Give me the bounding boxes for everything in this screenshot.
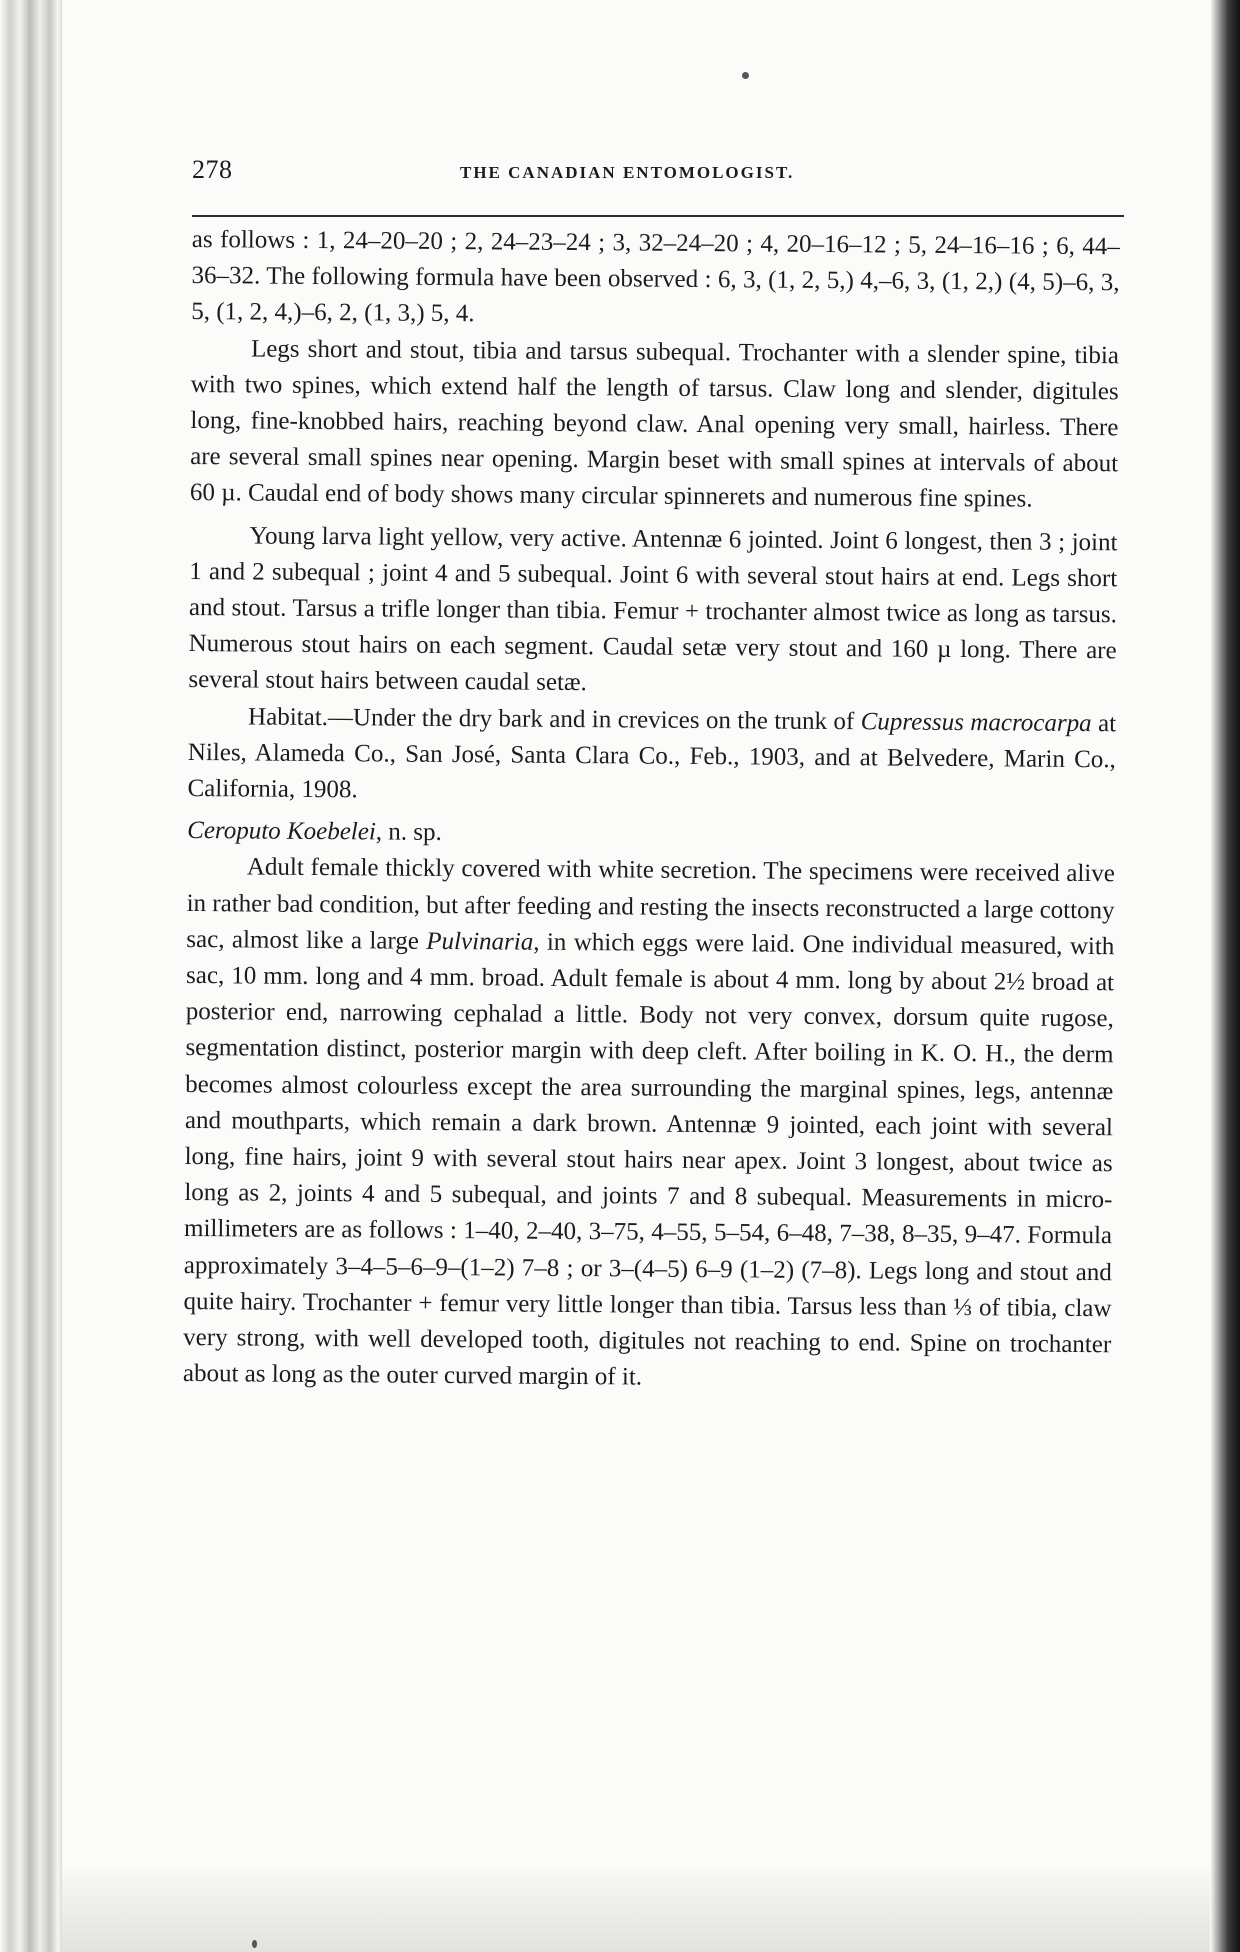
- species-name: Ceroputo Koebelei: [187, 817, 376, 846]
- book-binding-edge: [0, 0, 62, 1952]
- header-rule: [192, 215, 1124, 217]
- paragraph-legs: Legs short and stout, tibia and tarsus subequal. Trochanter with a slender spine, tibia with two spines, which extend half the length of tarsus. Claw long and slender, digitules long, fine-knobbed hairs, reaching beyond claw. Anal opening very small, hairless. There are several small spines near opening. Margin beset with small spines at intervals of about 60 µ. Caudal end of body shows many circular spinnerets and numerous fine spines.: [189, 335, 1120, 514]
- page-number: 278: [192, 155, 233, 184]
- habitat-localities: at Niles, Alameda Co., San José, Santa Clara Co., Feb., 1903, and at Belvedere, Marin Co., California, 1908.: [187, 709, 1117, 804]
- description-text-continued: , in which eggs were laid. One individual measured, with sac, 10 mm. long and 4 mm. broad. Adult female is about 4 mm. long by about 2½ broad at posterior end, narrowing cephalad a little. Body not very convex, dorsum quite rugose, segmentation distinct, posterior margin with deep cleft. After boiling in K. O. H., the derm becomes almost colourless except the area surrounding the marginal spines, legs, antennæ and mouthparts, which remain a dark brown. Antennæ 9 jointed, each joint with several long, fine hairs, joint 9 with several stout hairs near apex. Joint 3 longest, about twice as long as 2, joints 4 and 5 subequal, and joints 7 and 8 subequal. Measurements in micro-millimeters are as follows : 1–40, 2–40, 3–75, 4–55, 5–54, 6–48, 7–38, 8–35, 9–47. Formula approximately 3–4–5–6–9–(1–2) 7–8 ; or 3–(4–5) 6–9 (1–2) (7–8). Legs long and stout and quite hairy. Trochanter + femur very little longer than tibia. Tarsus less than ⅓ of tibia, claw very strong, with well developed tooth, digitules not reaching to end. Spine on trochanter about as long as the outer curved margin of it.: [182, 928, 1115, 1391]
- ink-speck: [742, 72, 749, 79]
- habitat-text: Habitat.—Under the dry bark and in crevices on the trunk of: [248, 703, 861, 735]
- page-bottom-shadow: [62, 1862, 1210, 1952]
- running-title: THE CANADIAN ENTOMOLOGIST.: [460, 163, 795, 182]
- page-dark-edge: [1210, 0, 1240, 1952]
- host-plant-name: Cupressus macrocarpa: [860, 707, 1092, 737]
- paragraph-young-larva: Young larva light yellow, very active. Antennæ 6 jointed. Joint 6 longest, then 3 ; joint 1 and 2 subequal ; joint 4 and 5 subequal. Joint 6 with several stout hairs at end. Legs short and stout. Tarsus a trifle longer than tibia. Femur + trochanter almost twice as long as tarsus. Numerous stout hairs on each segment. Caudal setæ very stout and 160 µ long. There are several stout hairs between caudal setæ.: [188, 522, 1118, 697]
- genus-reference: Pulvinaria: [426, 927, 534, 956]
- ink-speck: [252, 1940, 257, 1948]
- article-body: [183, 222, 1120, 1400]
- paragraph-measurements: as follows : 1, 24–20–20 ; 2, 24–23–24 ; 3, 32–24–20 ; 4, 20–16–12 ; 5, 24–16–16 ; 6, 44–36–32. The following formula have been observed : 6, 3, (1, 2, 5,) 4,–6, 3, (1, 2,) (4, 5)–6, 3, 5, (1, 2, 4,)–6, 2, (1, 3,) 5, 4.: [191, 225, 1120, 328]
- paragraph-adult-female: [183, 849, 1115, 1399]
- paragraph-habitat: [187, 699, 1116, 815]
- species-suffix: , n. sp.: [375, 818, 442, 847]
- page-header: [192, 155, 1124, 195]
- description-text: Adult female thickly covered with white secretion. The specimens were received alive in rather bad condition, but after feeding and resting the insects reconstructed a large cottony sac, almost like a large: [186, 853, 1116, 955]
